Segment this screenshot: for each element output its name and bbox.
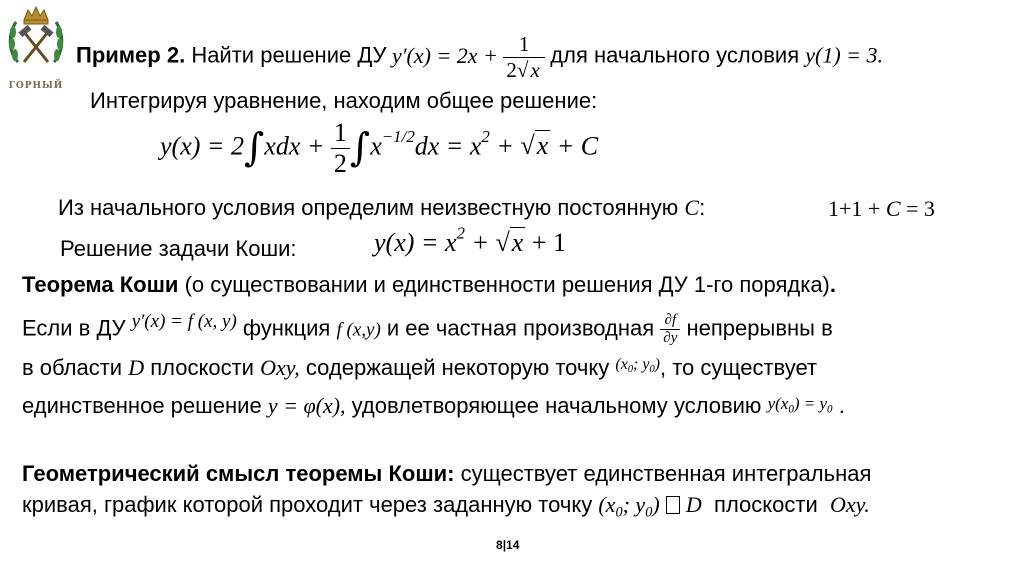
ic-eq-b: = 3 [900, 196, 935, 221]
general-solution [160, 118, 598, 179]
initial-condition-equation [828, 196, 935, 222]
crown-crossed-hammers-icon [4, 4, 68, 74]
theorem-line1-f: f (x,y) [336, 319, 381, 341]
theorem-title: Теорема Коши [22, 272, 179, 297]
gs-lhs: y(x) = 2 [160, 131, 244, 161]
logo-text: ГОРНЫЙ [8, 81, 64, 91]
missing-glyph-icon [666, 496, 680, 514]
g-pt-close: ) [652, 492, 660, 517]
gs-frac-den: 2 [331, 148, 350, 179]
cond-a: y(x [767, 394, 789, 413]
gs-frac [331, 118, 350, 179]
cond-sub: 0 [788, 403, 794, 416]
theorem-line2-a: в области [22, 355, 123, 380]
page-number [496, 538, 519, 552]
cs-exp: 2 [456, 223, 465, 243]
example-frac-den-coef: 2 [506, 58, 517, 82]
theorem-line3-b: удовлетворяющее начальному условию [351, 393, 762, 418]
geometric-plane: плоскости [714, 492, 818, 517]
integrating-text: Интегрируя уравнение, находим общее решение: [90, 88, 598, 113]
pt-sub1: 0 [649, 364, 655, 376]
geometric-text1: существует единственная интегральная [454, 461, 872, 486]
example-frac-num: 1 [518, 32, 530, 56]
gs-term1: xdx + [264, 131, 325, 161]
initial-condition-line [58, 195, 705, 221]
g-pt-open: (x [598, 492, 616, 517]
footer-total: 14 [506, 538, 520, 552]
theorem-line2-point [615, 356, 660, 376]
g-pt-sub0: 0 [615, 504, 623, 521]
theorem-line1-eq: y′(x) = f (x, y) [131, 311, 237, 333]
geometric-text2: кривая, график которой проходит через заданную точку [22, 492, 593, 517]
example-equation-lhs: y′(x) = 2x + [391, 42, 498, 68]
theorem-line1-d: непрерывны в [686, 315, 833, 341]
g-pt-sub1: 0 [645, 504, 653, 521]
theorem-line1-b: функция [242, 315, 331, 341]
cauchy-solution-equation [374, 223, 566, 258]
gs-int2: ∫ [349, 125, 371, 171]
example-frac-den-rad: x [530, 58, 540, 82]
cs-tail: + 1 [531, 228, 566, 257]
pt-close: ) [654, 356, 660, 373]
gs-rhs-plus: + [496, 131, 514, 161]
pt-open: (x [615, 356, 628, 373]
gs-frac-num: 1 [333, 118, 347, 147]
theorem-title-end: . [829, 272, 837, 297]
theorem-line-3 [22, 393, 845, 419]
initial-condition-const: C [684, 195, 700, 220]
theorem-line-1 [22, 312, 833, 347]
gs-term2-tail: dx = [414, 131, 464, 161]
footer-sep: | [502, 538, 507, 552]
cauchy-solution-text: Решение задачи Коши: [60, 236, 297, 261]
theorem-line1-a: Если в ДУ [22, 315, 126, 341]
gs-rhs-sqrt: √x [520, 131, 549, 161]
theorem-line-2 [22, 355, 817, 381]
cs-sqrt: √x [495, 228, 524, 257]
cs-lhs: y(x) = x [374, 228, 457, 257]
theorem-line2-c: содержащей некоторую точку [305, 355, 610, 380]
geometric-line-1 [22, 461, 871, 487]
theorem-partial-frac [660, 312, 680, 347]
example-equation-frac: $\frac{1}{2√x}$ [503, 32, 544, 83]
theorem-line2-D: D [128, 355, 145, 380]
theorem-pd-num: ∂f [664, 312, 677, 328]
ic-eq-c: C [885, 196, 901, 221]
g-pt-mid: ; y [622, 492, 646, 517]
gs-term2-base: x [370, 131, 382, 161]
theorem-title-line [22, 272, 836, 298]
example-line [76, 32, 883, 83]
cs-rad: x [511, 228, 524, 257]
geometric-line-2 [22, 492, 870, 521]
theorem-title-rest: (о существовании и единственности решения ДУ 1-го порядка) [184, 272, 830, 297]
theorem-line3-cond [767, 394, 833, 416]
example-condition-text: для начального условия [550, 42, 800, 68]
theorem-line2-d: , то существует [659, 355, 818, 380]
theorem-line2-b: плоскости [150, 355, 254, 380]
initial-condition-colon: : [699, 195, 706, 220]
geometric-Oxy: Oxy. [830, 492, 870, 517]
example-text: Найти решение ДУ [191, 42, 387, 68]
gs-rhs-tail: + C [556, 131, 599, 161]
theorem-line3-eq: y = φ(x), [267, 393, 346, 418]
pt-sub0: 0 [627, 364, 634, 376]
theorem-line3-a: единственное решение [22, 393, 262, 418]
footer-page: 8 [496, 538, 503, 552]
theorem-line3-end: . [838, 393, 845, 418]
theorem-pd-den: ∂y [660, 329, 680, 347]
gs-term2-exp: −1/2 [381, 126, 415, 146]
example-label: Пример 2. [76, 42, 186, 68]
theorem-line1-c: и ее частная производная [386, 315, 655, 341]
pt-mid: ; y [633, 356, 650, 373]
theorem-line2-Oxy: Oxy, [260, 355, 300, 380]
geometric-title: Геометрический смысл теоремы Коши: [22, 461, 455, 486]
ic-eq-a: 1+1 + [828, 196, 886, 221]
gs-rhs-a: x [469, 131, 482, 161]
cond-sub2: 0 [827, 403, 833, 416]
gs-int1: ∫ [243, 125, 265, 171]
gs-rhs-rad: x [536, 131, 549, 161]
gs-rhs-exp: 2 [481, 126, 490, 146]
geometric-point [598, 492, 660, 521]
cs-plus: + [471, 228, 489, 257]
example-condition: y(1) = 3. [805, 42, 884, 68]
logo [4, 4, 68, 91]
initial-condition-text: Из начального условия определим неизвестную постоянную [58, 195, 679, 220]
geometric-D: D [685, 492, 702, 517]
cond-b: ) = y [793, 394, 828, 413]
